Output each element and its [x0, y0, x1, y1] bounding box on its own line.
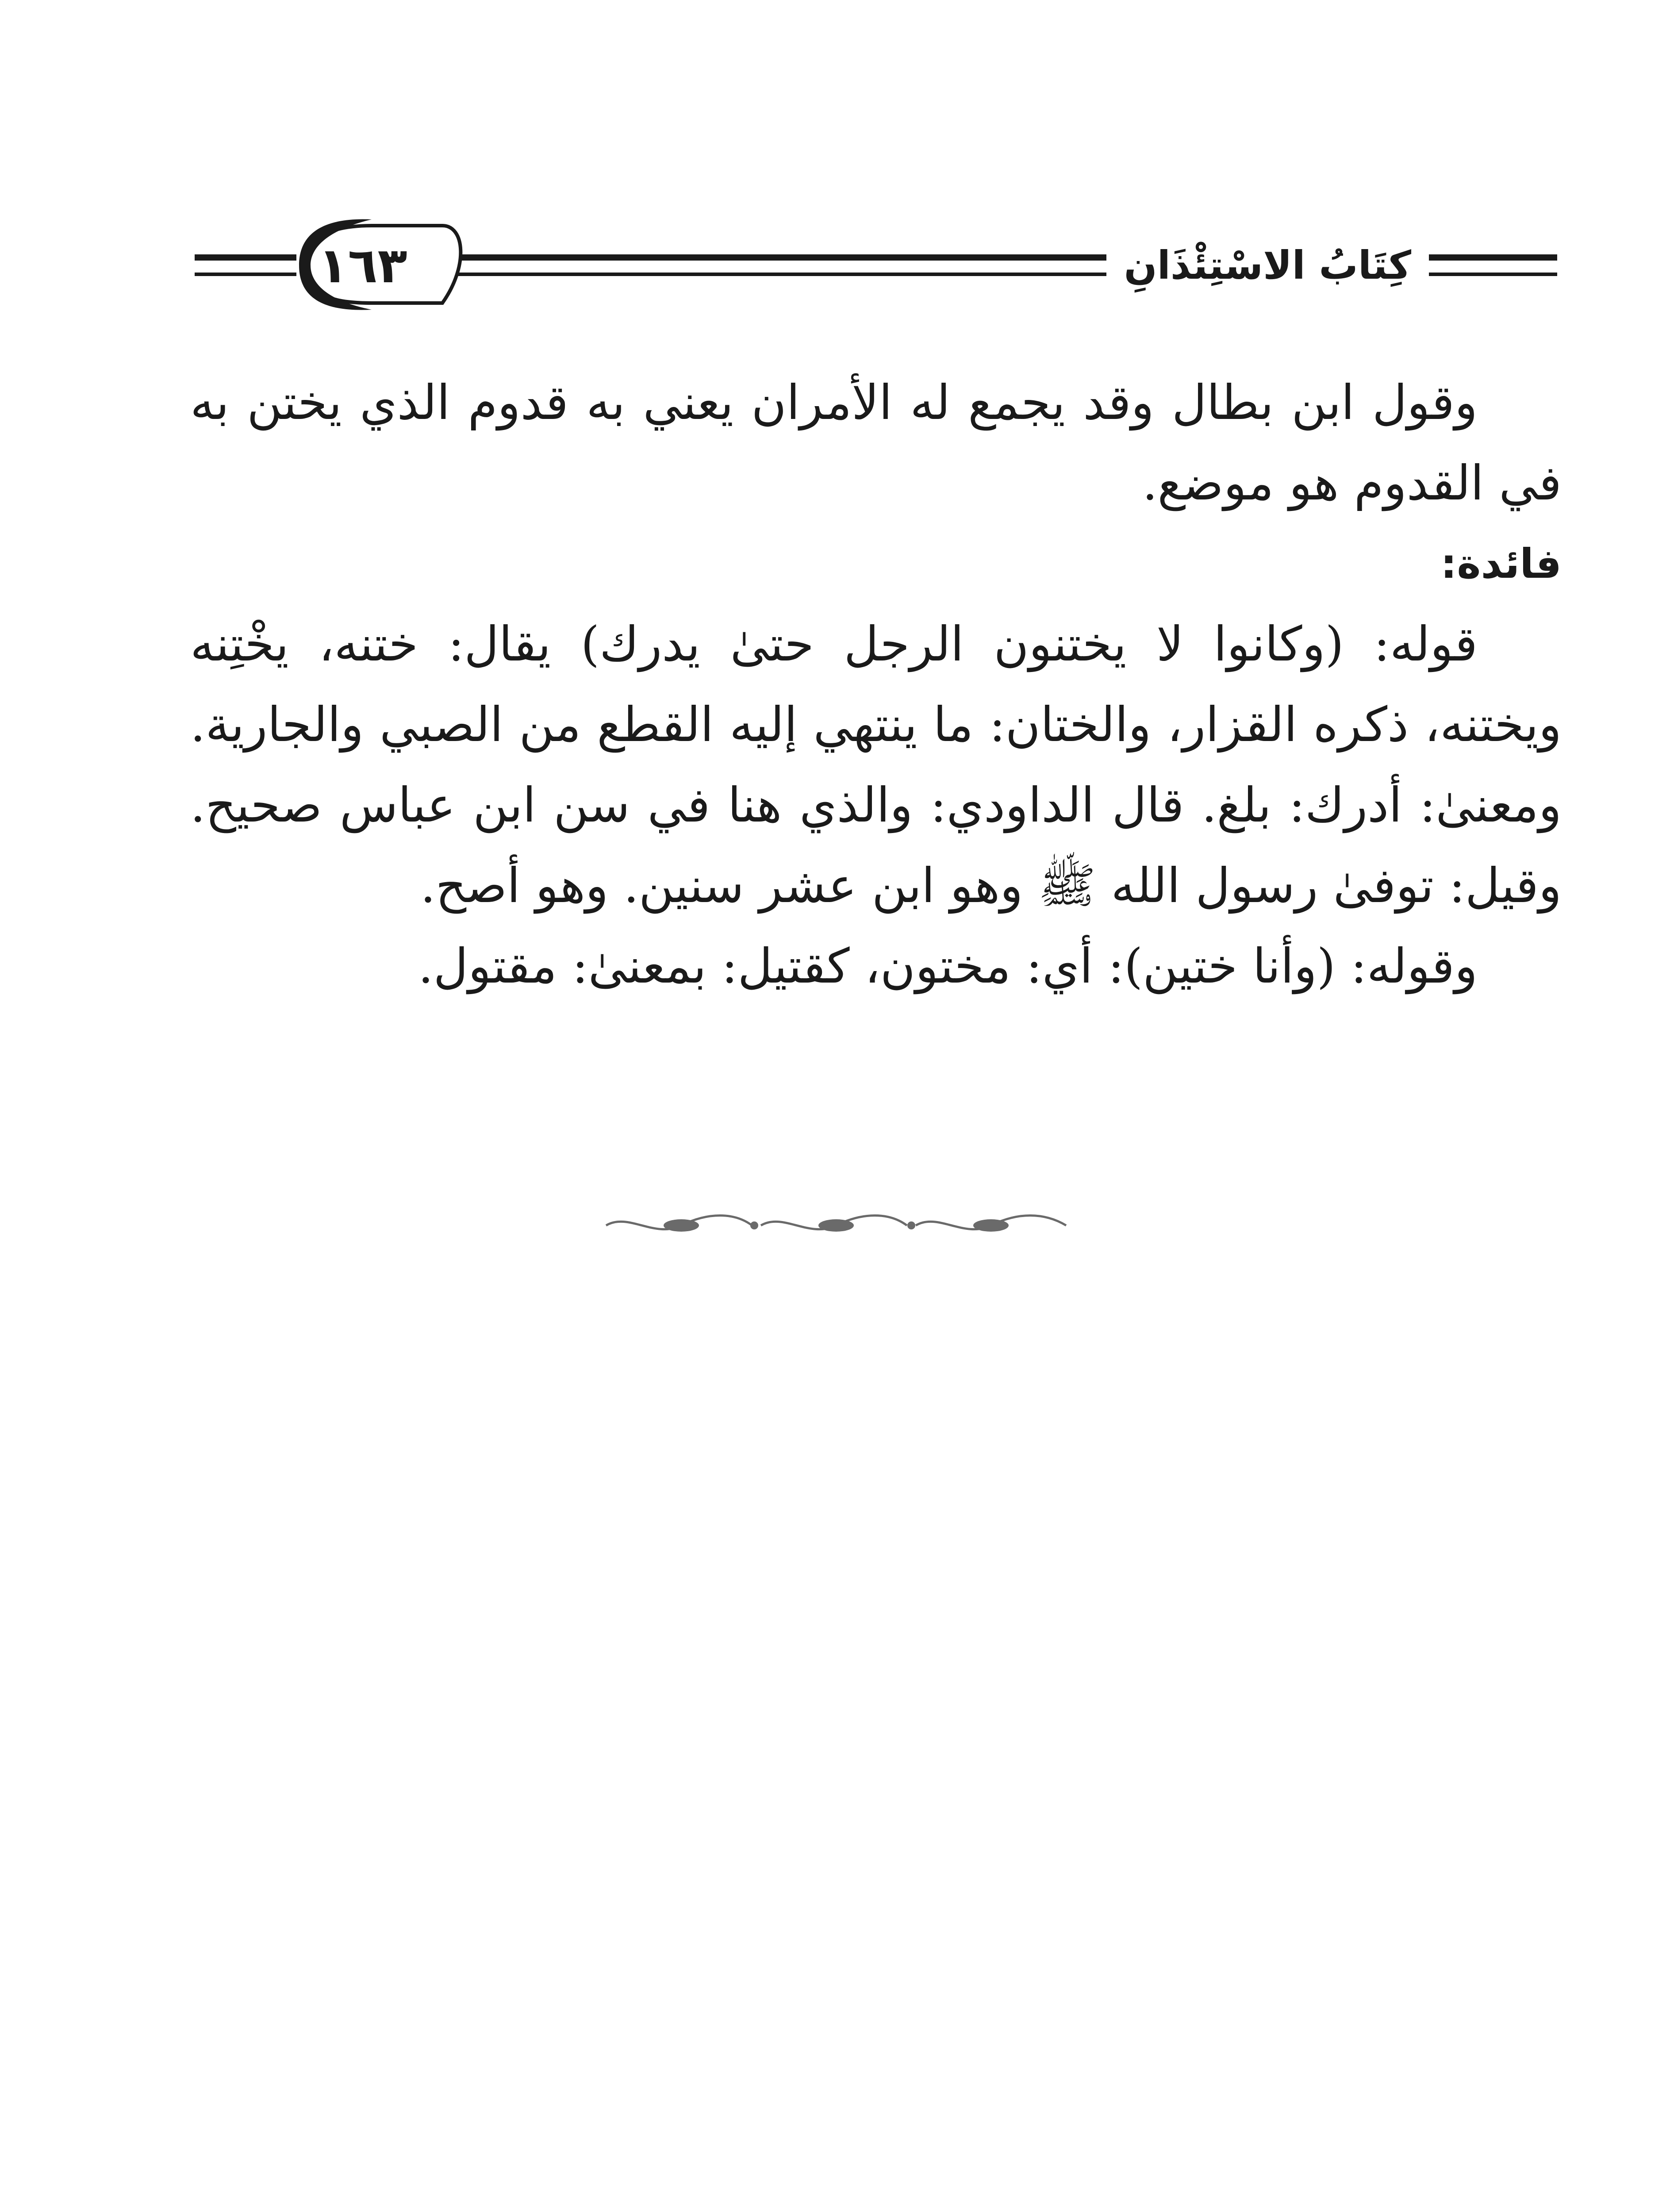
paragraph: قوله: (وكانوا لا يختنون الرجل حتىٰ يدرك) يقال: ختنه، يخْتِنه ويختنه، ذكره القزار، والختان: ما ينتهي إليه القطع من الصبي والجارية. ومعنىٰ: أدرك: بلغ. قال الداودي: والذي هنا في سن ابن عباس صحيح. وقيل: توفىٰ رسول الله ﷺ وهو ابن عشر سنين. وهو أصح.: [190, 617, 1562, 914]
page-number: ١٦٣: [318, 237, 407, 294]
ornament-divider-icon: [602, 1208, 1071, 1243]
page-body: [190, 363, 1562, 1007]
paragraph: وقوله: (وأنا ختين): أي: مختون، كقتيل: بمعنىٰ: مقتول.: [418, 939, 1478, 994]
running-header: [195, 208, 1557, 323]
book-title: كِتَابُ الاسْتِئْذَانِ: [1106, 234, 1429, 296]
paragraph: وقول ابن بطال وقد يجمع له الأمران يعني به قدوم الذي يختن به في القدوم هو موضع.: [190, 375, 1562, 511]
section-heading: فائدة:: [1440, 540, 1562, 588]
